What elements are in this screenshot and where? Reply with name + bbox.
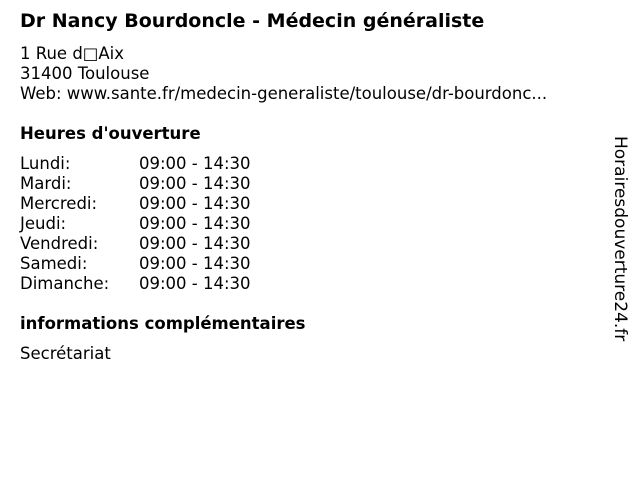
additional-info-heading: informations complémentaires: [20, 314, 306, 333]
address-street: 1 Rue d□Aix: [20, 44, 125, 63]
day-label: Mercredi:: [20, 194, 98, 213]
time-range: 09:00 - 14:30: [139, 214, 251, 233]
time-range: 09:00 - 14:30: [139, 254, 251, 273]
additional-info-text: Secrétariat: [20, 344, 111, 363]
day-label: Jeudi:: [20, 214, 67, 233]
day-label: Vendredi:: [20, 234, 99, 253]
day-label: Samedi:: [20, 254, 88, 273]
time-range: 09:00 - 14:30: [139, 194, 251, 213]
site-watermark: Horairesdouverture24.fr: [610, 136, 630, 342]
page-title: Dr Nancy Bourdoncle - Médecin généraliste: [20, 10, 485, 32]
time-range: 09:00 - 14:30: [139, 234, 251, 253]
day-label: Dimanche:: [20, 274, 110, 293]
day-label: Mardi:: [20, 174, 72, 193]
website-line: Web: www.sante.fr/medecin-generaliste/toulouse/dr-bourdonc...: [20, 84, 548, 103]
time-range: 09:00 - 14:30: [139, 174, 251, 193]
address-block: [20, 44, 547, 104]
time-range: 09:00 - 14:30: [139, 154, 251, 173]
day-label: Lundi:: [20, 154, 71, 173]
address-city: 31400 Toulouse: [20, 64, 150, 83]
opening-hours-heading: Heures d'ouverture: [20, 124, 201, 143]
time-range: 09:00 - 14:30: [139, 274, 251, 293]
